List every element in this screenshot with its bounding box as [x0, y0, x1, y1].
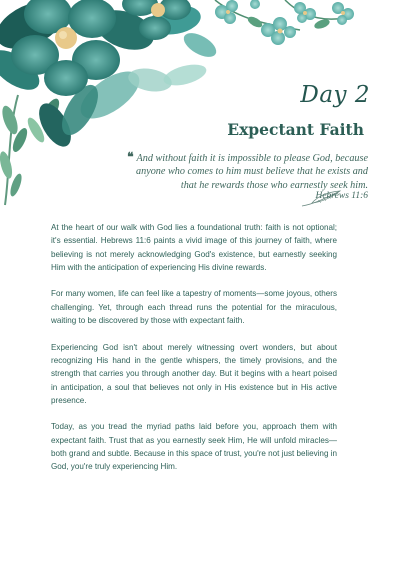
- day-label: Day 2: [300, 82, 370, 108]
- scripture-reference: Hebrews 11:6: [315, 191, 368, 201]
- body-paragraph: At the heart of our walk with God lies a foundational truth: faith is not optional; it's essential. Hebrews 11:6 paints a vivid image of this journey of faith, where believing is not merely acknowledging God's existence, but earnestly seeking Him with the anticipation of experiencing His divine rewards.: [51, 223, 337, 272]
- quote-mark-icon: ❝: [127, 150, 134, 164]
- devotional-body: [51, 221, 337, 487]
- chapter-title: Expectant Faith: [227, 120, 364, 139]
- body-paragraph: Experiencing God isn't about merely witnessing overt wonders, but about recognizing His hand in the gentle whispers, the timely provisions, and the strength that carries you through another day. But it begins with a heart poised in anticipation, a soul that believes not only in His existence but in His active presence.: [51, 342, 337, 405]
- quote-text: And without faith it is impossible to please God, because anyone who comes to him must believe that he exists and that he rewards those who earnestly seek him.: [136, 153, 368, 191]
- body-paragraph: Today, as you tread the myriad paths laid before you, approach them with expectant faith. Trust that as you earnestly seek Him, He will unfold miracles—both grand and subtle. Because in this space of trust, you're not just believing in God, you're truly experiencing Him.: [51, 422, 337, 472]
- small-flowers-cluster: [215, 0, 354, 45]
- scripture-quote: [123, 151, 368, 192]
- body-paragraph: For many women, life can feel like a tapestry of moments—some joyous, others challenging. Yet, through each thread runs the potential for the miraculous, waiting to be discovered by those with expectant faith.: [51, 289, 337, 326]
